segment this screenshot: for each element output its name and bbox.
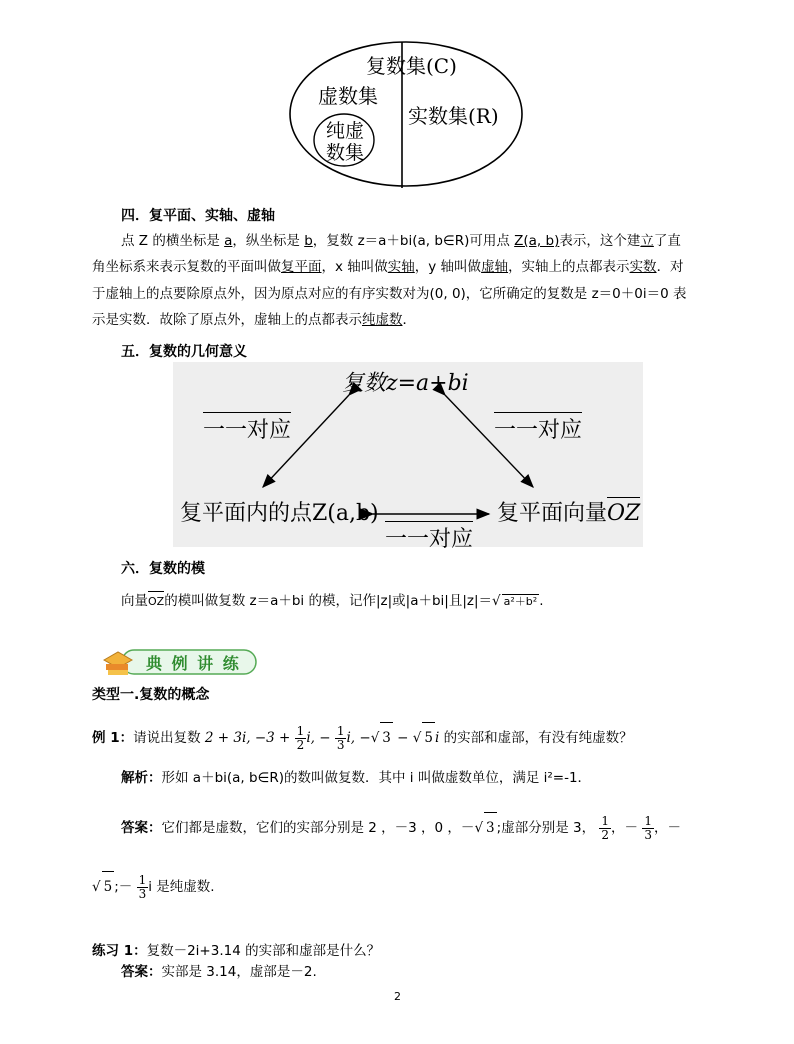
bottom-correspondence-label: 一一对应	[385, 521, 473, 553]
practice1-question: 练习 1：复数－2i+3.14 的实部和虚部是什么？	[92, 943, 381, 959]
section5-heading: 五．复数的几何意义	[121, 344, 247, 360]
type1-heading: 类型一.复数的概念	[92, 687, 210, 703]
pure-imaginary-label-1: 纯虚	[326, 120, 365, 142]
example1-analysis: 解析：形如 a＋bi(a, b∈R)的数叫做复数．其中 i 叫做虚数单位，满足 i²=-1．	[121, 770, 592, 786]
practice1-answer: 答案：实部是 3.14，虚部是－2.	[121, 964, 317, 980]
pure-imaginary-label-2: 数集	[326, 142, 365, 164]
example1-question: 例 1：请说出复数 2 + 3i, −3 + $\frac{1}{2}$ i, − $\frac{1}{3}$ i, −√ 3 − √ 5 i 的实部和虚部，有没有纯虚数？	[92, 723, 633, 752]
example1-answer-line2: √ 5 ;－ $\frac{1}{3}$ i 是纯虚数.	[92, 872, 215, 901]
example1-answer-line1: 答案：它们都是虚数，它们的实部分别是 2 ，－3 ，0 ，－√ 3 ;虚部分别是 3， $\frac{1}{2}$ ，－ $\frac{1}{3}$ ，－	[121, 813, 681, 842]
right-correspondence-label: 一一对应	[494, 412, 582, 444]
point-z-label: 复平面内的点Z(a,b)	[180, 501, 379, 526]
section6-text: 向量 OZ的模叫做复数 z＝a＋bi 的模，记作|z|或|a＋bi|且|z|＝√ a²＋b² .	[121, 593, 544, 609]
section4-para-line3: 于虚轴上的点要除原点外，因为原点对应的有序实数对为(0, 0)，它所确定的复数是 z＝0＋0i＝0 表	[92, 286, 687, 302]
page-number: 2	[394, 990, 401, 1003]
complex-set-label: 复数集(C)	[366, 54, 457, 78]
section6-heading: 六．复数的模	[121, 561, 205, 577]
vector-oz-label: 复平面向量 OZ	[497, 496, 640, 527]
section4-para-line4: 示是实数．故除了原点外，虚轴上的点都表示纯虚数．	[92, 312, 416, 328]
imaginary-set-label: 虚数集	[318, 84, 378, 108]
section4-para-line1: 点 Z 的横坐标是 a，纵坐标是 b，复数 z＝a＋bi(a, b∈R)可用点 Z(a, b)表示，这个建立了直	[121, 233, 681, 249]
left-correspondence-label: 一一对应	[203, 412, 291, 444]
real-set-label: 实数集(R)	[408, 104, 499, 128]
section4-heading: 四．复平面、实轴、虚轴	[121, 208, 275, 224]
complex-z-label: 复数z=a+bi	[342, 371, 469, 396]
section4-para-line2: 角坐标系来表示复数的平面叫做复平面，x 轴叫做实轴，y 轴叫做虚轴，实轴上的点都表示实数．对	[92, 259, 684, 275]
badge-label: 典 例 讲 练	[146, 654, 241, 673]
